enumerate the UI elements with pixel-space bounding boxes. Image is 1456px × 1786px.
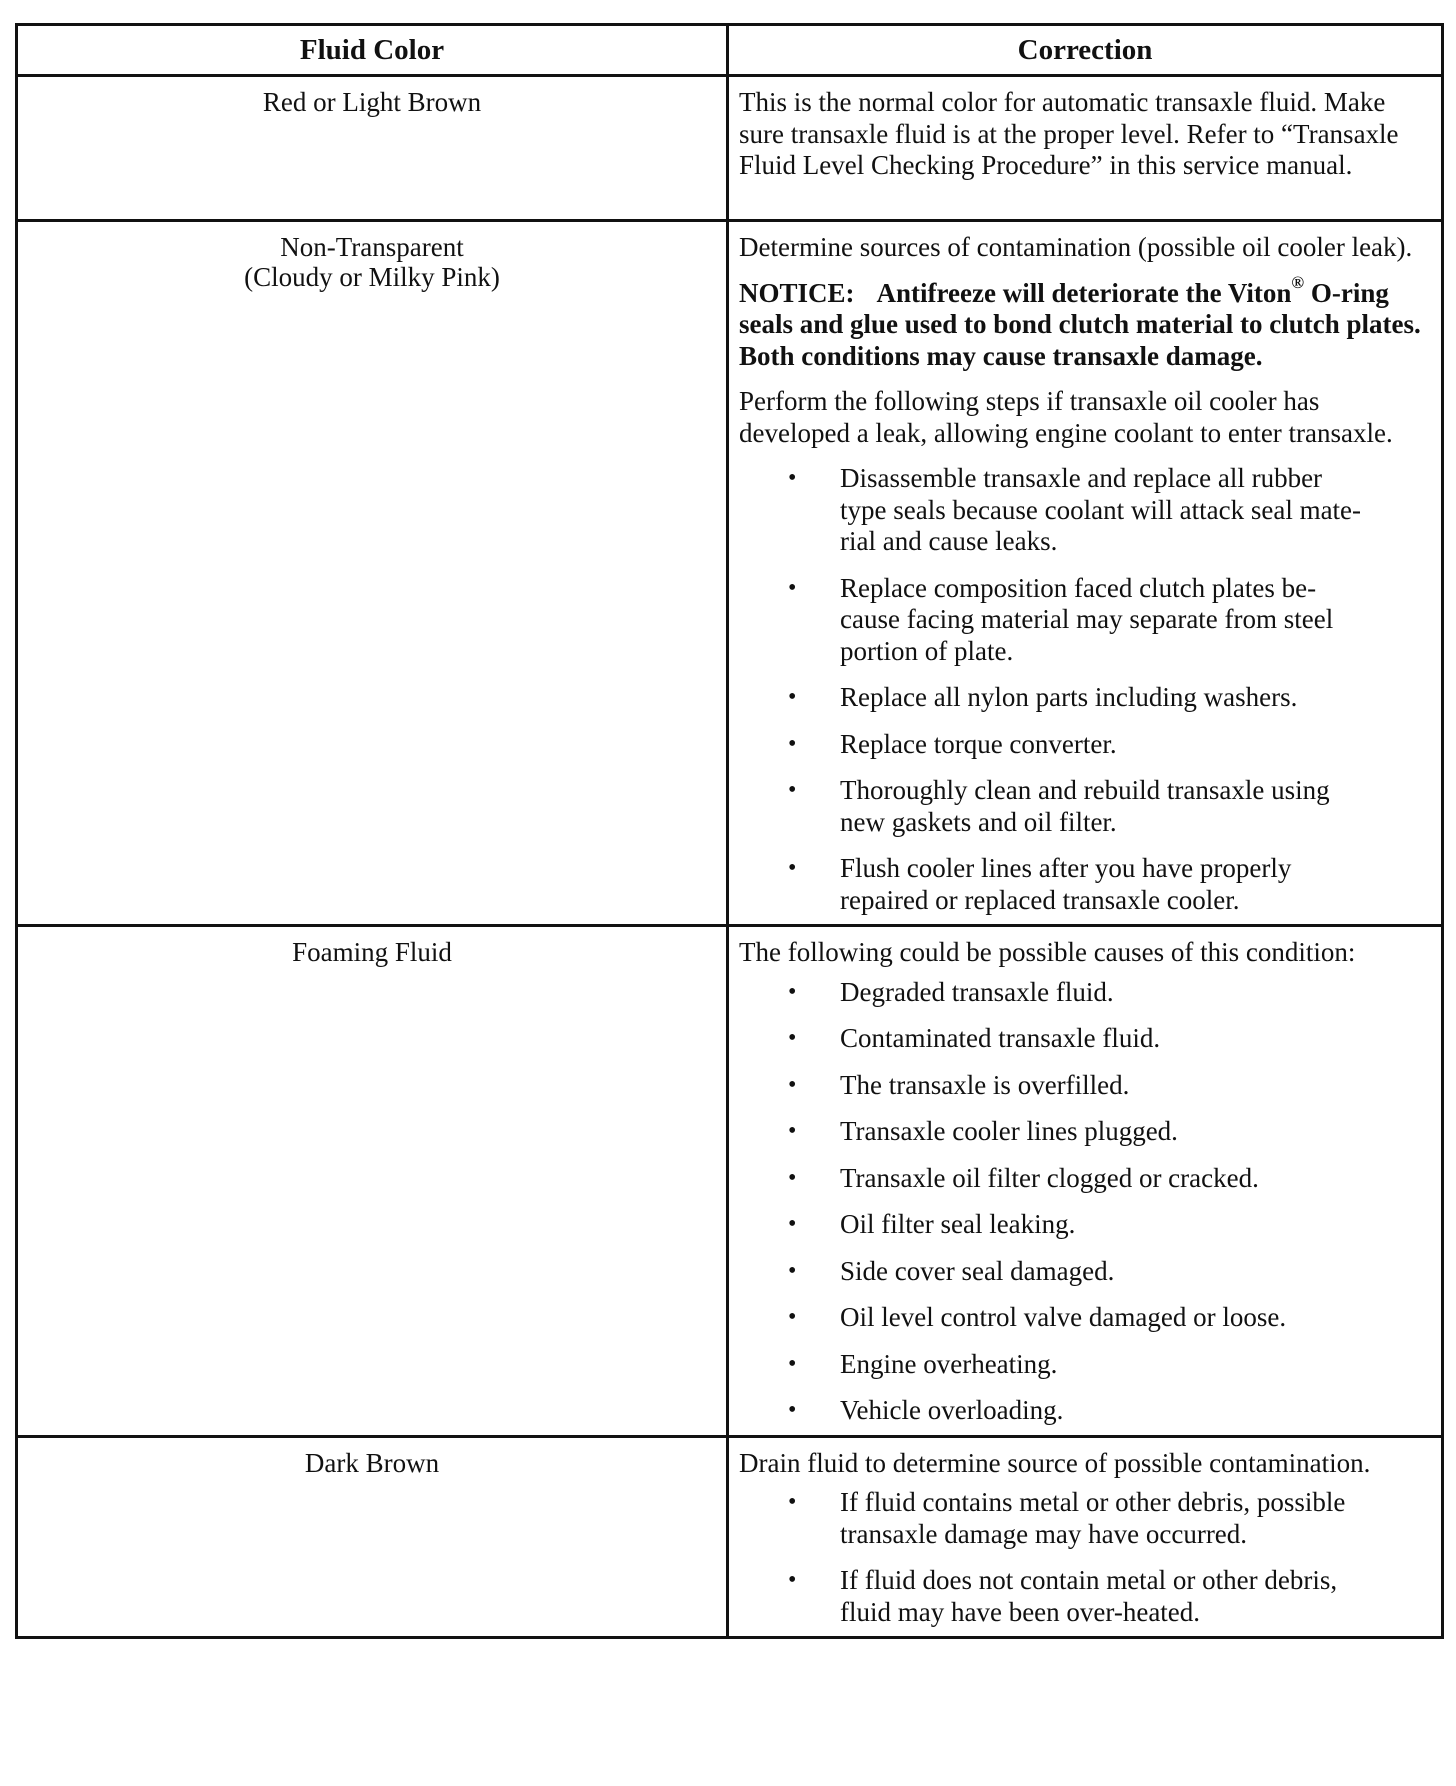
header-fluid-color: Fluid Color: [17, 25, 728, 76]
table-header-row: [17, 25, 1443, 76]
bullet-icon: •: [788, 1304, 797, 1330]
bullet-icon: •: [788, 465, 797, 491]
list-item-text: Engine overheating.: [840, 1348, 1058, 1379]
bullet-list: [739, 977, 1421, 1427]
list-item: [739, 1349, 1421, 1381]
list-item: [739, 682, 1421, 714]
correction-intro: Drain fluid to determine source of possible contamination.: [739, 1447, 1371, 1478]
bullet-icon: •: [788, 730, 797, 757]
bullet-icon: •: [788, 855, 797, 881]
list-item-text: transaxle damage may have occurred.: [840, 1518, 1248, 1549]
list-item-text: portion of plate.: [840, 635, 1014, 666]
list-item-text: Degraded transaxle fluid.: [840, 976, 1114, 1007]
bullet-icon: •: [788, 1118, 797, 1144]
bullet-icon: •: [788, 1567, 797, 1593]
steps-intro: Perform the following steps if transaxle oil cooler has developed a leak, allowing engine coolant to enter transaxle.: [739, 386, 1393, 448]
list-item: [739, 729, 1421, 761]
bullet-icon: •: [788, 978, 797, 1005]
fluid-color-label: Non-Transparent: [280, 232, 464, 262]
list-item-text: cause facing material may separate from steel: [840, 604, 1334, 634]
list-item-text: Oil level control valve damaged or loose.: [840, 1302, 1287, 1332]
list-item: [739, 853, 1421, 916]
header-correction: Correction: [728, 25, 1443, 76]
bullet-icon: •: [788, 777, 797, 803]
list-item-text: repaired or replaced transaxle cooler.: [840, 884, 1240, 915]
table-row-dark-brown: [17, 1436, 1443, 1638]
list-item-text: fluid may have been over-heated.: [840, 1596, 1201, 1627]
fluid-color-sublabel: (Cloudy or Milky Pink): [244, 262, 500, 292]
list-item: [739, 1163, 1421, 1195]
bullet-icon: •: [788, 1211, 797, 1237]
table-row-red-light-brown: [17, 76, 1443, 221]
fluid-color-label: Red or Light Brown: [262, 87, 482, 117]
list-item-text: Side cover seal damaged.: [840, 1255, 1115, 1286]
bullet-icon: •: [788, 1025, 797, 1051]
list-item: [739, 1256, 1421, 1288]
list-item-text: type seals because coolant will attack seal mate-: [840, 494, 1362, 525]
correction-cell: [728, 926, 1443, 1437]
correction-cell: [728, 76, 1443, 221]
notice-label: NOTICE:: [739, 277, 855, 308]
bullet-icon: •: [788, 684, 797, 710]
correction-intro: The following could be possible causes of this condition:: [739, 937, 1356, 967]
bullet-icon: •: [788, 574, 797, 601]
list-item: [739, 463, 1421, 558]
list-item-text: Replace torque converter.: [840, 728, 1117, 759]
bullet-icon: •: [788, 1071, 797, 1098]
list-item: [739, 977, 1421, 1009]
bullet-list: [739, 1487, 1421, 1628]
fluid-color-label: Dark Brown: [304, 1447, 440, 1478]
list-item-text: Vehicle overloading.: [840, 1395, 1064, 1425]
bullet-icon: •: [788, 1397, 797, 1423]
list-item: [739, 1565, 1421, 1628]
correction-intro: Determine sources of contamination (possible oil cooler leak).: [739, 232, 1413, 262]
list-item-text: Transaxle oil filter clogged or cracked.: [840, 1162, 1259, 1193]
list-item: [739, 1395, 1421, 1427]
list-item: [739, 1023, 1421, 1055]
correction-paragraph: This is the normal color for automatic transaxle fluid. Make sure transaxle fluid is at the proper level. Refer to “Transaxle Fluid Level Checking Procedure” in this service manual.: [739, 87, 1399, 180]
bullet-list: [739, 463, 1421, 916]
correction-cell: [728, 221, 1443, 926]
list-item: [739, 1209, 1421, 1241]
fluid-color-cell: [17, 926, 728, 1437]
table-row-non-transparent: [17, 221, 1443, 926]
list-item: [739, 1487, 1421, 1550]
list-item-text: Disassemble transaxle and replace all rubber: [840, 463, 1323, 493]
list-item-text: rial and cause leaks.: [840, 526, 1058, 556]
notice-text-continued: O-ring seals and glue used to bond clutch material to clutch plates. Both conditions may cause transaxle damage.: [739, 277, 1421, 371]
fluid-color-cell: [17, 1436, 728, 1638]
fluid-color-cell: [17, 76, 728, 221]
list-item-text: The transaxle is overfilled.: [840, 1069, 1130, 1100]
list-item: [739, 775, 1421, 838]
list-item: [739, 1116, 1421, 1148]
list-item: [739, 573, 1421, 668]
correction-cell: [728, 1436, 1443, 1638]
fluid-color-correction-table: [15, 23, 1444, 1639]
bullet-icon: •: [788, 1350, 797, 1377]
registered-mark: ®: [1291, 272, 1305, 292]
list-item-text: If fluid does not contain metal or other debris,: [840, 1565, 1338, 1595]
list-item-text: If fluid contains metal or other debris, possible: [840, 1487, 1346, 1517]
bullet-icon: •: [788, 1257, 797, 1284]
list-item-text: Replace composition faced clutch plates be-: [840, 572, 1317, 603]
list-item-text: Thoroughly clean and rebuild transaxle using: [840, 775, 1330, 805]
list-item: [739, 1302, 1421, 1334]
list-item-text: Contaminated transaxle fluid.: [840, 1023, 1161, 1053]
notice-text: Antifreeze will deteriorate the Viton: [876, 277, 1292, 308]
fluid-color-label: Foaming Fluid: [292, 937, 452, 967]
list-item-text: Oil filter seal leaking.: [840, 1209, 1076, 1239]
list-item: [739, 1070, 1421, 1102]
bullet-icon: •: [788, 1164, 797, 1191]
list-item-text: Transaxle cooler lines plugged.: [840, 1116, 1178, 1146]
notice-block: [739, 272, 1421, 373]
fluid-color-cell: [17, 221, 728, 926]
list-item-text: Flush cooler lines after you have properly: [840, 853, 1292, 883]
bullet-icon: •: [788, 1489, 797, 1515]
list-item-text: Replace all nylon parts including washers.: [840, 682, 1298, 712]
table-row-foaming-fluid: [17, 926, 1443, 1437]
list-item-text: new gaskets and oil filter.: [840, 806, 1117, 837]
